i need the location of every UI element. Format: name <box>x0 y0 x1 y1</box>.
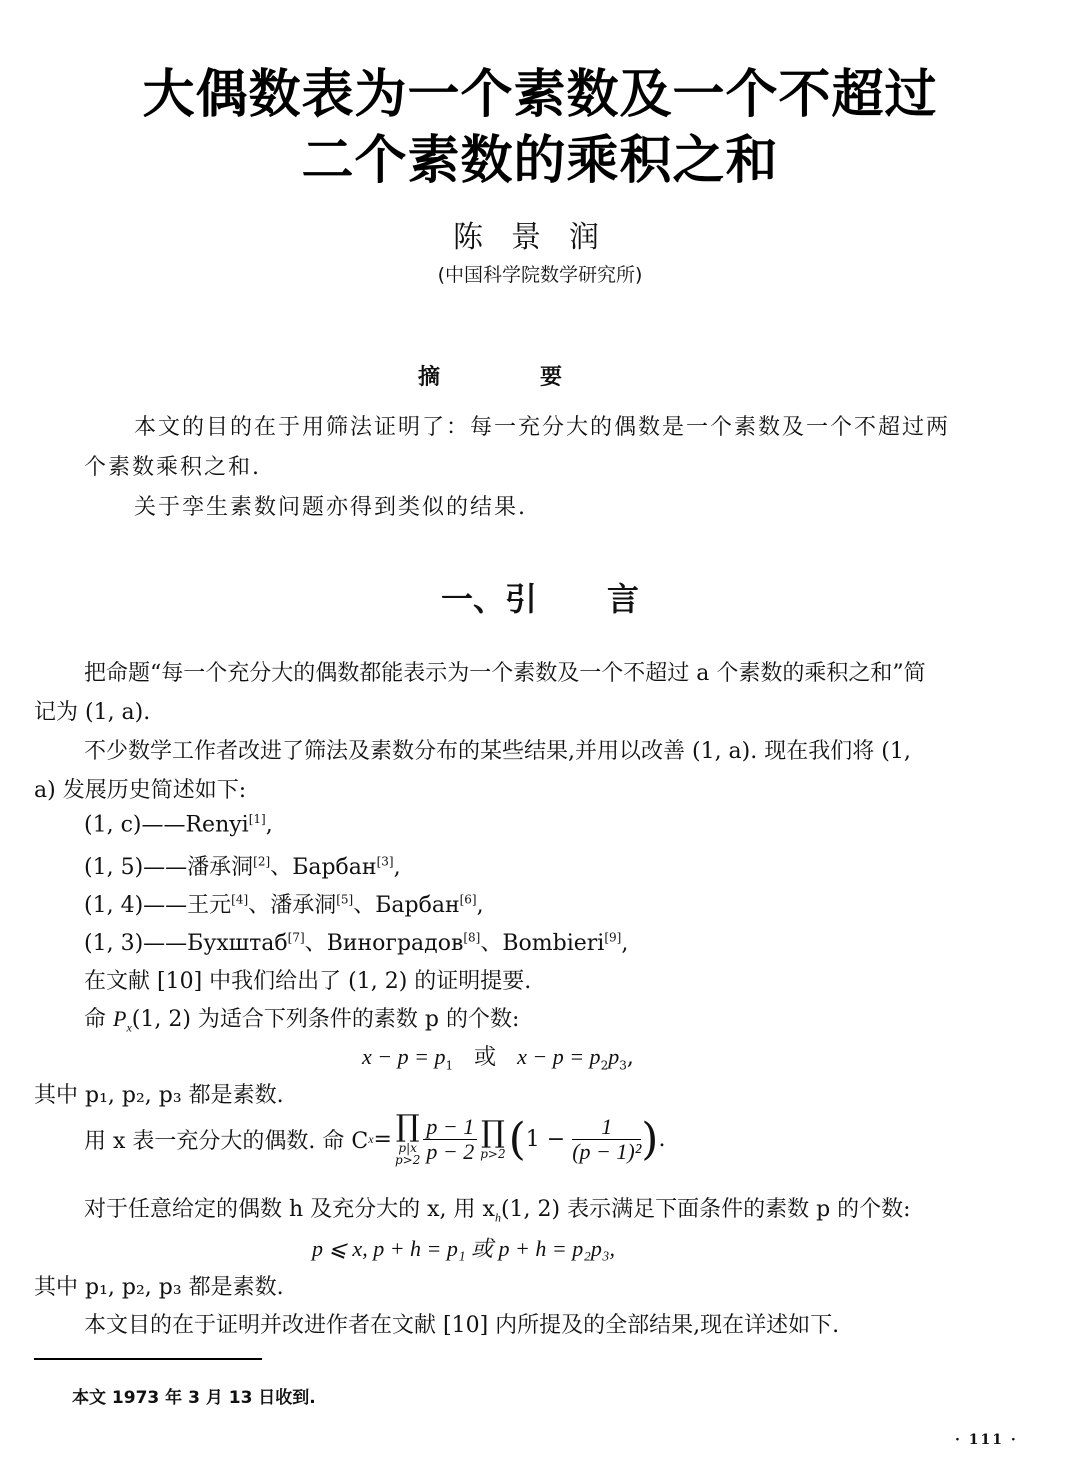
author-affiliation: (中国科学院数学研究所) <box>437 264 643 286</box>
one-minus: 1 − <box>525 1126 566 1152</box>
paper-title-line1: 大偶数表为一个素数及一个不超过 <box>142 65 938 125</box>
product-symbol-2: ∏ p>2 <box>480 1115 506 1161</box>
page-number: · 111 · <box>955 1432 1018 1448</box>
abstract-heading: 摘要 <box>417 365 662 390</box>
equation-2: p ⩽ x, p + h = p₁ 或 p + h = p₂p₃, <box>312 1236 616 1261</box>
where-clause-1: 其中 p₁, p₂, p₃ 都是素数. <box>34 1083 284 1108</box>
citation-ref: [5] <box>336 892 354 907</box>
prod-sub: p>2 <box>480 1147 506 1161</box>
citation-ref: [7] <box>287 930 305 945</box>
math-sub: x <box>126 1020 132 1035</box>
intro-para1-line2: 记为 (1, a). <box>34 700 151 725</box>
history-pair: (1, 5) <box>84 855 144 880</box>
eq1-left: x − p = p <box>362 1044 446 1069</box>
history-author: Бухштаб <box>187 931 288 956</box>
history-item: (1, 4)——王元[4]、潘承洞[5]、Барбан[6], <box>84 892 484 918</box>
equals-sign: = <box>373 1126 392 1152</box>
fraction-2 <box>572 1115 641 1164</box>
fraction-1 <box>423 1115 477 1164</box>
where-clause-2: 其中 p₁, p₂, p₃ 都是素数. <box>34 1275 284 1300</box>
para6-text: 对于任意给定的偶数 h 及充分大的 x, 用 x <box>84 1197 495 1222</box>
citation-ref: [4] <box>231 892 249 907</box>
history-author: 王元 <box>187 893 232 918</box>
intro-para7: 本文目的在于证明并改进作者在文献 [10] 内所提及的全部结果,现在详述如下. <box>84 1313 840 1338</box>
frac-num: 1 <box>572 1115 641 1140</box>
intro-para6 <box>84 1192 911 1225</box>
history-pair: (1, 3) <box>84 931 144 956</box>
prod-sub: p|x <box>398 1141 417 1155</box>
history-pair: (1, c) <box>84 812 142 838</box>
intro-para2-line2: a) 发展历史简述如下: <box>34 778 247 803</box>
section-heading-introduction <box>0 574 1080 620</box>
intro-para5-formula: 用 x 表一充分大的偶数. 命 C x = ∏ p|x p>2 $\frac{p - 1}{p - 2}$ ∏ p>2 ( 1 − $\frac{1}{\text{(p − 1)²}}$ ) . <box>84 1109 666 1167</box>
history-item: (1, 3)——Бухштаб[7]、Виноградов[8]、Bombieri[9], <box>84 930 629 956</box>
section-heading-part1: 一、引 <box>440 580 537 618</box>
prod-sub: p>2 <box>394 1153 421 1167</box>
citation-ref: [9] <box>604 930 622 945</box>
history-author: Барбан <box>375 893 460 918</box>
history-author: Bombieri <box>502 931 605 956</box>
citation-ref: [2] <box>253 854 271 869</box>
citation-ref: [6] <box>459 892 477 907</box>
frac-den: p − 2 <box>426 1138 475 1164</box>
para4-suffix: (1, 2) 为适合下列条件的素数 p 的个数: <box>131 1007 520 1032</box>
citation-ref: [8] <box>463 930 481 945</box>
citation-ref: [1] <box>248 812 266 826</box>
math-var: P <box>113 1006 127 1031</box>
citation-ref: [3] <box>376 854 394 869</box>
history-author: Renyi <box>185 812 249 838</box>
para5-prefix: 用 x 表一充分大的偶数. 命 C <box>84 1128 369 1154</box>
history-pair: (1, 4) <box>84 893 144 918</box>
abstract-para2: 关于孪生素数问题亦得到类似的结果. <box>134 495 527 520</box>
abstract-para1-line2: 个素数乘积之和. <box>84 455 261 480</box>
equation-1: $x - p = p_1$ 或 $x - p = p_2p_3$, <box>362 1044 634 1073</box>
intro-para2-line1: 不少数学工作者改进了筛法及素数分布的某些结果,并用以改善 (1, a). 现在我们将 (1, <box>84 739 911 764</box>
intro-para3: 在文献 [10] 中我们给出了 (1, 2) 的证明提要. <box>84 969 532 994</box>
frac-den: (p − 1)² <box>572 1138 642 1164</box>
intro-para1-line1: 把命题“每一个充分大的偶数都能表示为一个素数及一个不超过 a 个素数的乘积之和”简 <box>84 661 926 686</box>
math-sub: x <box>368 1131 374 1146</box>
product-symbol-1: ∏ p|x p>2 <box>394 1109 421 1167</box>
intro-para4 <box>84 1002 519 1035</box>
section-heading-part2: 言 <box>607 580 640 618</box>
history-item: (1, 5)——潘承洞[2]、Барбан[3], <box>84 854 401 880</box>
history-author: Барбан <box>292 855 377 880</box>
history-author: 潘承洞 <box>270 893 337 918</box>
paper-title-line2: 二个素数的乘积之和 <box>301 131 779 191</box>
eq1-right: x − p = p <box>517 1044 601 1069</box>
footnote-received-date: 本文 1973 年 3 月 13 日收到. <box>72 1388 316 1408</box>
author-name: 陈景润 <box>453 220 627 255</box>
para4-prefix: 命 <box>84 1007 107 1032</box>
para6-suffix: (1, 2) 表示满足下面条件的素数 p 的个数: <box>500 1197 911 1222</box>
history-item: (1, c)——Renyi[1], <box>84 812 273 838</box>
math-sub: h <box>494 1210 501 1225</box>
frac-num: p − 1 <box>423 1115 477 1140</box>
history-author: Виноградов <box>326 931 464 956</box>
eq1-or: 或 <box>474 1045 497 1070</box>
history-author: 潘承洞 <box>187 855 254 880</box>
footnote-divider <box>34 1358 262 1360</box>
abstract-para1-line1: 本文的目的在于用筛法证明了：每一充分大的偶数是一个素数及一个不超过两 <box>134 415 951 440</box>
